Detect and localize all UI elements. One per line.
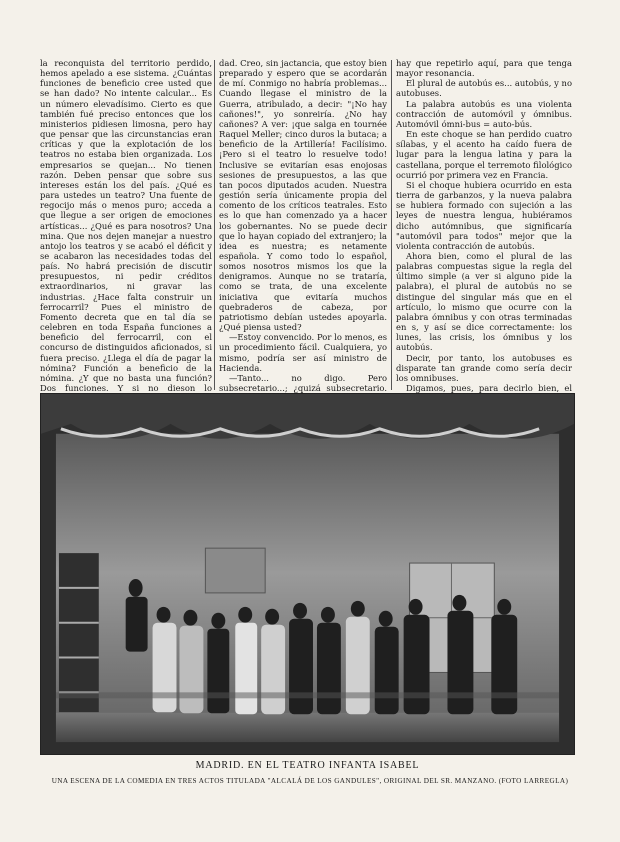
column-divider xyxy=(391,60,392,390)
paragraph: La palabra autobús es una violenta contracción de automóvil y ómnibus. Automóvil ómni-bus = auto-bús. xyxy=(396,98,572,129)
paragraph: Ahora bien, como el plural de las palabras compuestas sigue la regla del último simple (a ver si alguno pide la palabra), el plural de autobús no se distingue del singular más que en el artículo, lo mismo que ocurre con la palabra ómnibus y con otras terminadas en s, y así se dice correctamente: los lunes, las crisis, los ómnibus y los autobús. xyxy=(396,250,572,353)
paragraph: —Estoy convencido. Por lo menos, es un procedimiento fácil. Cualquiera, yo mismo, podría ser así ministro de Hacienda. xyxy=(219,332,387,373)
paragraph: Decir, por tanto, los autobuses es disparate tan grande como sería decir los omnibuses. xyxy=(396,352,572,383)
paragraph: —Tanto... no digo. Pero subsecretario...; ¿quizá subsecretario. xyxy=(219,372,387,393)
paragraph: En este choque se han perdido cuatro sílabas, y el acento ha caído fuera de lugar para la lengua latina y para la castellana, porque el terremoto filológico ocurrió por primera vez en Francia. xyxy=(396,129,572,180)
paragraph: Si el choque hubiera ocurrido en esta tierra de garbanzos, y la nueva palabra se hubiera formado con sujeción a las leyes de nuestra lengua, hubiéramos dicho autómnibus, que significaría "automóvil para todos" mejor que la violenta contracción de autobús. xyxy=(396,179,572,251)
paragraph: la reconquista del territorio perdido, hemos apelado a ese sistema. ¿Cuántas funciones de beneficio cree usted que se han dado? No intente calcular... Es un número elevadísimo. Cierto es que también fué preciso entonces que los ministerios pidiesen limosna, pero hay que pensar que las circunstancias eran críticas y que la explotación de los teatros no estaba bien organizada. Los empresarios se quejan... No tienen razón. Deben pensar que sobre sus intereses están los del país. ¿Qué es para ustedes un teatro? Una fuente de regocijo más o menos puro; acceda a que llegue a ser origen de emociones artísticas... ¿Qué es para nosotros? Una mina. Que nos dejen manejar a nuestro antojo los teatros y se acabó el déficit y se acabaron las necesidades todas del país. No habrá precisión de discutir presupuestos, ni pedir créditos extraordinarios, ni gravar las industrias. ¿Hace falta construir un ferrocarril? Pues el ministro de Fomento decreta que en tal día se celebren en toda España funciones a beneficio del ferrocarril, con el concurso de distinguidos aficionados, si fuera preciso. ¿Llega el día de pagar la nómina? Función a beneficio de la nómina. ¿Y que no basta una función? Dos funciones. Y si no dieson lo xyxy=(40,58,212,393)
photo-illustration xyxy=(41,394,574,754)
theatre-stage-photo-icon xyxy=(40,393,575,755)
paragraph: Digamos, pues, para decirlo bien, el xyxy=(406,383,572,393)
column-divider xyxy=(214,60,215,390)
photo-caption-title: MADRID. EN EL TEATRO INFANTA ISABEL xyxy=(195,760,420,771)
paragraph: hay que repetirlo aquí, para que tenga mayor resonancia. xyxy=(396,58,572,79)
paragraph: El plural de autobús es... autobús, y no autobuses. xyxy=(396,78,572,99)
photo-caption-subtitle: UNA ESCENA DE LA COMEDIA EN TRES ACTOS TITULADA "ALCALÁ DE LOS GANDULES", ORIGINAL DEL SR. MANZANO. (FOTO LARREGLA) xyxy=(51,777,569,785)
paragraph: dad. Creo, sin jactancia, que estoy bien preparado y espero que se acordarán de mí. Conmigo no habría problemas... Cuando llegase el ministro de la Guerra, atribulado, a decir: "¡No hay cañones!", yo sonreiría. ¿No hay cañones? A ver: ¡que salga en tournée Raquel Meller; cinco duros la butaca; a beneficio de la Artillería! Facilísimo. ¡Pero si el teatro lo resuelve todo! Inclusive se evitarían esas enojosas sesiones de presupuestos, a las que tan pocos diputados acuden. Nuestra gestión sería únicamente propia del comento de los críticos teatrales. Esto es lo que han comenzado ya a hacer los gobernantes. No se puede decir que lo hayan copiado del extranjero; la idea es nuestra; es netamente española. Y como todo lo español, somos nosotros mismos los que la denigramos. Aunque no se trataría, como se trata, de una excelente iniciativa que evitaría muchos quebraderos de cabeza, por patriotismo debían ustedes apoyarla. ¿Qué piensa usted? xyxy=(219,58,387,333)
